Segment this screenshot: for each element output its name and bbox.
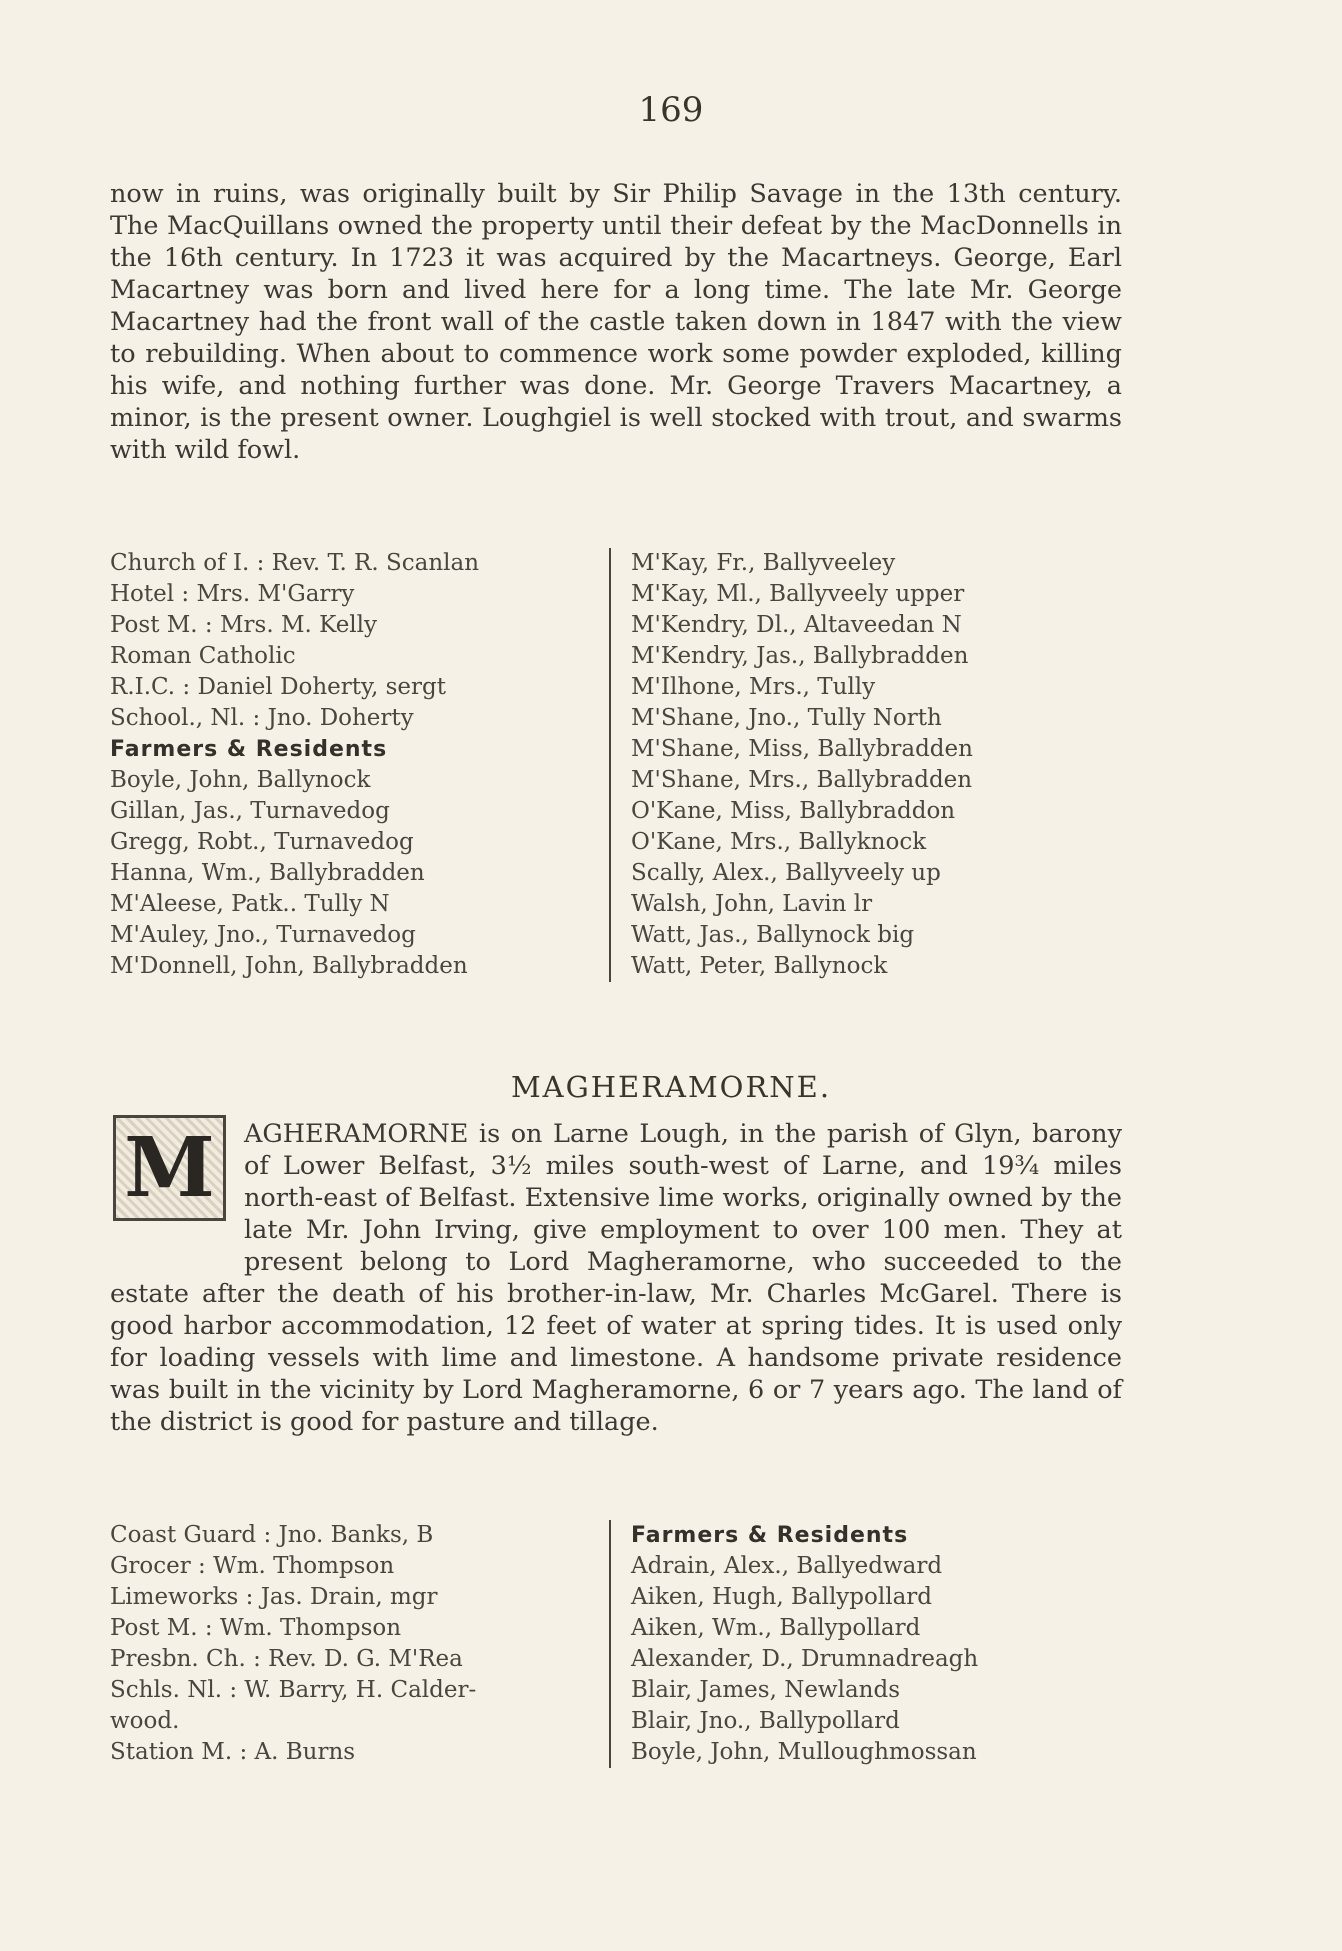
farmers-heading: Farmers & Residents bbox=[110, 737, 388, 762]
farmer-entry: Aiken, Wm., Ballypollard bbox=[631, 1615, 921, 1641]
farmers-heading: Farmers & Residents bbox=[631, 1523, 909, 1548]
directory-entry: Limeworks : Jas. Drain, mgr bbox=[110, 1584, 438, 1610]
directory-entry: R.I.C. : Daniel Doherty, sergt bbox=[110, 674, 446, 700]
farmer-entry: M'Kendry, Jas., Ballybradden bbox=[631, 643, 969, 669]
directory-entry: Schls. Nl. : W. Barry, H. Calder- bbox=[110, 1677, 477, 1703]
farmer-entry: M'Kay, Fr., Ballyveeley bbox=[631, 550, 896, 576]
directory-entry: Grocer : Wm. Thompson bbox=[110, 1553, 395, 1579]
farmer-entry: Blair, James, Newlands bbox=[631, 1677, 901, 1703]
directory-entry: Coast Guard : Jno. Banks, B bbox=[110, 1522, 434, 1548]
farmer-entry: Boyle, John, Mulloughmossan bbox=[631, 1739, 977, 1765]
magheramorne-right-column bbox=[609, 1520, 1122, 1768]
farmer-entry: Watt, Jas., Ballynock big bbox=[631, 922, 915, 948]
directory-entry: wood. bbox=[110, 1708, 180, 1734]
farmer-entry: M'Aleese, Patk.. Tully N bbox=[110, 891, 390, 917]
farmer-entry: Scally, Alex., Ballyveely up bbox=[631, 860, 941, 886]
farmer-entry: Aiken, Hugh, Ballypollard bbox=[631, 1584, 933, 1610]
directory-entry: Post M. : Mrs. M. Kelly bbox=[110, 612, 378, 638]
farmer-entry: Gregg, Robt., Turnavedog bbox=[110, 829, 414, 855]
farmer-entry: M'Kendry, Dl., Altaveedan N bbox=[631, 612, 962, 638]
farmer-entry: Hanna, Wm., Ballybradden bbox=[110, 860, 425, 886]
intro-paragraph: now in ruins, was originally built by Sir Philip Savage in the 13th century. The MacQuillans owned the property until their defeat by the MacDonnells in the 16th century. In 1723 it was acquired by the Macartneys. George, Earl Macartney was born and lived here for a long time. The late Mr. George Macartney had the front wall of the castle taken down in 1847 with the view to rebuilding. When about to commence work some powder exploded, killing his wife, and nothing further was done. Mr. George Travers Macartney, a minor, is the present owner. Loughgiel is well stocked with trout, and swarms with wild fowl. bbox=[110, 179, 1122, 465]
directory-entry: Post M. : Wm. Thompson bbox=[110, 1615, 402, 1641]
page-number: 169 bbox=[638, 90, 704, 130]
magheramorne-left-column bbox=[110, 1520, 601, 1768]
magheramorne-paragraph: AGHERAMORNE is on Larne Lough, in the parish of Glyn, barony of Lower Belfast, 3½ miles south-west of Larne, and 19¾ miles north-east of Belfast. Extensive lime works, originally owned by the late Mr. John Irving, give employment to over 100 men. They at present belong to Lord Magheramorne, who succeeded to the estate after the death of his brother-in-law, Mr. Charles McGarel. There is good harbor accommodation, 12 feet of water at spring tides. It is used only for loading vessels with lime and limestone. A handsome private residence was built in the vicinity by Lord Magheramorne, 6 or 7 years ago. The land of the district is good for pasture and tillage. bbox=[110, 1119, 1122, 1437]
directory-entry: Church of I. : Rev. T. R. Scanlan bbox=[110, 550, 480, 576]
directory-left-column bbox=[110, 548, 601, 982]
farmer-entry: Walsh, John, Lavin lr bbox=[631, 891, 873, 917]
farmer-entry: Boyle, John, Ballynock bbox=[110, 767, 371, 793]
farmer-entry: M'Shane, Jno., Tully North bbox=[631, 705, 942, 731]
farmer-entry: Blair, Jno., Ballypollard bbox=[631, 1708, 900, 1734]
magheramorne-directory-columns bbox=[110, 1520, 1122, 1768]
directory-entry: School., Nl. : Jno. Doherty bbox=[110, 705, 414, 731]
directory-entry: Station M. : A. Burns bbox=[110, 1739, 356, 1765]
directory-right-column bbox=[609, 548, 1122, 982]
farmer-entry: M'Shane, Miss, Ballybradden bbox=[631, 736, 973, 762]
farmer-entry: Adrain, Alex., Ballyedward bbox=[631, 1553, 943, 1579]
farmer-entry: Alexander, D., Drumnadreagh bbox=[631, 1646, 979, 1672]
section-title: MAGHERAMORNE. bbox=[510, 1070, 832, 1104]
directory-entry: Roman Catholic bbox=[110, 643, 296, 669]
farmer-entry: Watt, Peter, Ballynock bbox=[631, 953, 888, 979]
directory-entry: Presbn. Ch. : Rev. D. G. M'Rea bbox=[110, 1646, 463, 1672]
dropcap-spacer bbox=[110, 1118, 244, 1248]
farmer-entry: O'Kane, Miss, Ballybraddon bbox=[631, 798, 956, 824]
dropcap-letter: M bbox=[124, 1120, 215, 1216]
farmer-entry: M'Donnell, John, Ballybradden bbox=[110, 953, 468, 979]
magheramorne-paragraph-block bbox=[110, 1118, 1122, 1438]
farmer-entry: M'Kay, Ml., Ballyveely upper bbox=[631, 581, 965, 607]
farmer-entry: M'Auley, Jno., Turnavedog bbox=[110, 922, 416, 948]
farmer-entry: M'Ilhone, Mrs., Tully bbox=[631, 674, 876, 700]
farmer-entry: M'Shane, Mrs., Ballybradden bbox=[631, 767, 973, 793]
directory-entry: Hotel : Mrs. M'Garry bbox=[110, 581, 355, 607]
directory-columns bbox=[110, 548, 1122, 982]
farmer-entry: O'Kane, Mrs., Ballyknock bbox=[631, 829, 927, 855]
farmer-entry: Gillan, Jas., Turnavedog bbox=[110, 798, 390, 824]
